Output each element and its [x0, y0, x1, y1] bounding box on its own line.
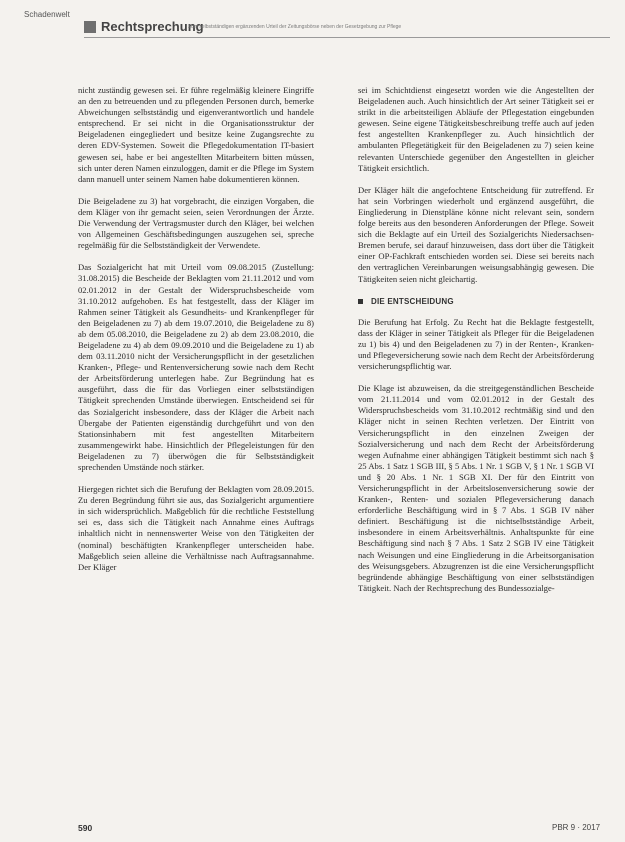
- paragraph: Hiergegen richtet sich die Berufung der Beklagten vom 28.09.2015. Zu deren Begründung führt sie aus, das Sozialgericht argumentiere in sich widersprüchlich. Maßgeblich für die rechtliche Feststellung sei es, dass sich die Tätigkeit nach Annahme eines Auftrags inhaltlich nicht in nennenswerter Weise von den Tätigkeiten der (nominal) beschäftigten Krankenpfleger unterscheiden habe. Maßgeblich seien alleine die Verhältnisse nach Auftragsannahme. Der Kläger: [78, 484, 314, 572]
- section-heading: [358, 296, 594, 307]
- paragraph: Die Klage ist abzuweisen, da die streitgegenständlichen Bescheide vom 21.11.2014 und vom 02.01.2012 in der Gestalt des Widerspruchsbescheids vom 31.10.2012 rechtmäßig sind und den Kläger nicht in seinen Rechten verletzen. Der Eintritt von Versicherungspflicht in den einzelnen Zweigen der Sozialversicherung und nach dem Recht der Arbeitsförderung wegen Aufnahme einer abhängigen Tätigkeit bestimmt sich nach § 25 Abs. 1 Satz 1 SGB III, § 5 Abs. 1 Nr. 1 SGB V, § 1 Nr. 1 SGB VI und § 20 Abs. 1 Nr. 1 SGB XI. Der für den Eintritt von Versicherungspflicht in der Arbeitslosenversicherung sowie der Kranken-, Renten- und sozialen Pflegeversicherung danach erforderliche Beschäftigung wird in § 7 Abs. 1 SGB IV näher definiert. Beschäftigung ist die nichtselbstständige Arbeit, insbesondere in einem Arbeitsverhältnis. Anhaltspunkte für eine Beschäftigung sind nach § 7 Abs. 1 Satz 2 SGB IV eine Tätigkeit nach Weisungen und eine Eingliederung in die Arbeitsorganisation des Weisungsgebers. Abzugrenzen ist die eine Versicherungspflicht begründende abhängige Beschäftigung von einer selbstständigen Tätigkeit. Nach der Rechtsprechung des Bundessozialge-: [358, 383, 594, 593]
- paragraph: sei im Schichtdienst eingesetzt worden wie die Angestellten der Beigeladenen auch. Auch hinsichtlich der Art seiner Tätigkeit sei er strikt in die arbeitsteiligen Abläufe der Pflegestation eingebunden gewesen. Seine eigene Tätigkeitsbeschreibung treffe auch auf jeden fest angestellten Krankenpfleger zu. Auch hinsichtlich der ambulanten Pflegetätigkeit für den Beigeladenen zu 7) seien keine relevanten Unterschiede gegenüber den Angestellten in gleicher Tätigkeit ersichtlich.: [358, 85, 594, 173]
- issue-reference: PBR 9 · 2017: [552, 823, 601, 832]
- rubric-marker: [84, 21, 96, 33]
- left-column: [78, 85, 314, 584]
- paragraph: Die Beigeladene zu 3) hat vorgebracht, die einzigen Vorgaben, die dem Kläger von ihr gemacht seien, seien Verordnungen der Ärzte. Die Verwendung der Vertragsmuster durch den Kläger, bei welchen von Allgemeinen Geschäftsbedingungen auszugehen sei, spreche regelmäßig für die Selbstständigkeit der Verwendete.: [78, 195, 314, 251]
- paragraph: Der Kläger hält die angefochtene Entscheidung für zutreffend. Er hat sein Vorbringen wiederholt und ergänzend ausgeführt, die Eingliederung in Dienstpläne könne nicht relevant sein, sondern folge bereits aus den besonderen Anforderungen der Pflege. Soweit sich die Beklagte auf ein Urteil des Sozialgerichts Niedersachsen-Bremen berufe, sei darauf hinzuweisen, dass dort über die Tätigkeit einer OP-Fachkraft entschieden worden sei. Diese sei bereits nach den vertraglichen Vereinbarungen weisungsabhängig gewesen. Die Tätigkeiten seien nicht gleichartig.: [358, 184, 594, 284]
- page-number: 590: [78, 823, 93, 833]
- rubric-subtitle: Zum selbstständigen ergänzenden Urteil der Zeitungsbörse neben der Gesetzgebung zur Pflege: [188, 24, 402, 30]
- paragraph: nicht zuständig gewesen sei. Er führe regelmäßig kleinere Eingriffe an den zu betreuenden und zu pflegenden Personen durch, bemerke Abweichungen selbstständig und eigenverantwortlich und handele entsprechend. Er sei nicht in die Organisationsstruktur der Beigeladenen eingegliedert und besitze keine Zugangsrechte zu deren EDV-Systemen. Soweit die Pflegedokumentation IT-basiert gewesen sei, habe er bei angestellten Mitarbeitern bitten müssen, sich unter deren Namen einzuloggen, damit er die Pflege im System dann manuell unter seinem Namen habe dokumentieren können.: [78, 85, 314, 184]
- paragraph: Die Berufung hat Erfolg. Zu Recht hat die Beklagte festgestellt, dass der Kläger in seiner Tätigkeit als Pfleger für die Beigeladenen zu 1) bis 4) und den Beigeladenen zu 7) in der Renten-, Kranken- und Pflegeversicherung sowie nach dem Recht der Arbeitsförderung versicherungspflichtig war.: [358, 316, 594, 372]
- heading-square-icon: [358, 299, 363, 304]
- rubric-title: Rechtsprechung: [101, 19, 204, 34]
- section-label: Schadenwelt: [24, 10, 70, 19]
- header-divider: [84, 37, 610, 38]
- right-column: [358, 85, 594, 605]
- paragraph: Das Sozialgericht hat mit Urteil vom 09.08.2015 (Zustellung: 31.08.2015) die Bescheide der Beklagten vom 21.11.2012 und vom 02.01.2012 in der Gestalt der Widerspruchsbescheide vom 31.10.2012 aufgehoben. Es hat festgestellt, dass der Kläger im Rahmen seiner Tätigkeit als Gesundheits- und Krankenpfleger für den Beigeladenen zu 7) ab dem 19.07.2010, die Beigeladene zu 8) ab dem 05.08.2010, die Beigeladene zu 2) ab dem 23.08.2010, die Beigeladene zu 4) ab dem 09.09.2010 und die Beigeladene zu 1) ab dem 03.11.2010 nicht der Versicherungspflicht in der gesetzlichen Kranken-, Pflege- und Rentenversicherung sowie nach dem Recht der Arbeitsförderung unterlegen habe. Zur Begründung hat es ausgeführt, dass die für das Vorliegen einer selbstständigen Tätigkeit sprechenden Umstände überwiegen. Entscheidend sei für das Sozialgericht insbesondere, dass der Kläger die Arbeit nach Übergabe der Patienten eigenständig durchgeführt und von den Stationsinhabern mit fest angestellten Mitarbeitern zusammengewirkt habe. Hinsichtlich der Pflegeleistungen für den Beigeladenen zu 7) überwögen die für Selbstständigkeit sprechenden Umstände noch stärker.: [78, 262, 314, 472]
- section-heading-text: DIE ENTSCHEIDUNG: [371, 296, 454, 306]
